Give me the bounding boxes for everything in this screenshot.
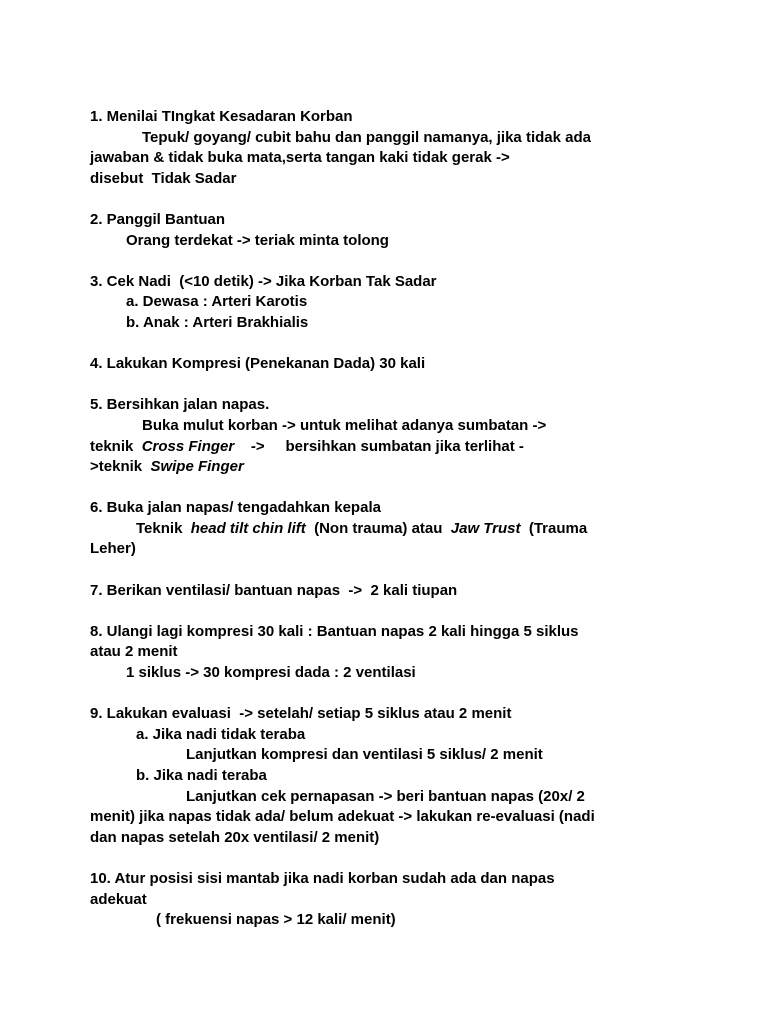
spacer — [90, 601, 690, 622]
step-2-text-line: Orang terdekat -> teriak minta tolong — [126, 231, 389, 249]
step-5-text-line: Buka mulut korban -> untuk melihat adanya sumbatan -> — [142, 416, 547, 434]
text-run: teknik — [90, 437, 142, 455]
spacer — [90, 251, 690, 272]
step-4-heading: 4. Lakukan Kompresi (Penekanan Dada) 30 kali — [90, 355, 426, 373]
spacer — [90, 560, 690, 581]
spacer — [90, 684, 690, 705]
step-9-heading: 9. Lakukan evaluasi -> setelah/ setiap 5 siklus atau 2 menit — [90, 705, 512, 723]
step-5-text-line — [90, 437, 690, 458]
document-body — [90, 107, 690, 931]
spacer — [90, 375, 690, 396]
step-9-item-b-text: menit) jika napas tidak ada/ belum adekuat -> lakukan re-evaluasi (nadi — [90, 808, 595, 826]
step-1-text-line: Tepuk/ goyang/ cubit bahu dan panggil namanya, jika tidak ada — [142, 128, 591, 146]
spacer — [90, 189, 690, 210]
text-run: (Non trauma) atau — [305, 519, 451, 537]
step-10-text-line: adekuat — [90, 890, 147, 908]
step-5-heading: 5. Bersihkan jalan napas. — [90, 396, 270, 414]
step-9-item-a: a. Jika nadi tidak teraba — [136, 725, 306, 743]
step-2-heading: 2. Panggil Bantuan — [90, 210, 226, 228]
step-8-heading: 8. Ulangi lagi kompresi 30 kali : Bantuan napas 2 kali hingga 5 siklus — [90, 622, 579, 640]
step-3-item-b: b. Anak : Arteri Brakhialis — [126, 313, 309, 331]
italic-term: Jaw Trust — [450, 519, 521, 537]
step-8-text-line: atau 2 menit — [90, 643, 178, 661]
text-run: Teknik — [136, 519, 191, 537]
step-9-item-b-text: dan napas setelah 20x ventilasi/ 2 menit) — [90, 828, 380, 846]
step-10-text-line: ( frekuensi napas > 12 kali/ menit) — [156, 911, 396, 929]
step-9-item-b: b. Jika nadi teraba — [136, 767, 267, 784]
step-9-item-b-text: Lanjutkan cek pernapasan -> beri bantuan napas (20x/ 2 — [186, 787, 585, 805]
step-10-heading: 10. Atur posisi sisi mantab jika nadi korban sudah ada dan napas — [90, 869, 555, 887]
step-6-text-line — [90, 519, 690, 540]
step-9-item-a-text: Lanjutkan kompresi dan ventilasi 5 siklus/ 2 menit — [186, 746, 543, 764]
step-1-text-line: jawaban & tidak buka mata,serta tangan kaki tidak gerak -> — [90, 149, 510, 167]
spacer — [90, 478, 690, 499]
text-run: (Trauma — [520, 519, 588, 537]
step-6-heading: 6. Buka jalan napas/ tengadahkan kepala — [90, 499, 381, 517]
spacer — [90, 334, 690, 355]
step-1-text-line: disebut Tidak Sadar — [90, 169, 237, 187]
step-7-heading: 7. Berikan ventilasi/ bantuan napas -> 2 kali tiupan — [90, 581, 458, 599]
step-8-text-line: 1 siklus -> 30 kompresi dada : 2 ventilasi — [126, 664, 416, 682]
italic-term: head tilt chin lift — [190, 519, 306, 537]
step-5-text-line — [90, 457, 690, 478]
italic-term: Swipe Finger — [150, 458, 244, 476]
spacer — [90, 848, 690, 869]
step-3-item-a: a. Dewasa : Arteri Karotis — [126, 293, 308, 311]
step-1-heading: 1. Menilai TIngkat Kesadaran Korban — [90, 108, 353, 125]
text-run: >teknik — [90, 458, 151, 476]
italic-term: Cross Finger — [141, 437, 235, 455]
step-6-text-line: Leher) — [90, 540, 136, 558]
text-run: -> bersihkan sumbatan jika terlihat - — [234, 437, 524, 455]
step-3-heading: 3. Cek Nadi (<10 detik) -> Jika Korban Tak Sadar — [90, 272, 437, 290]
